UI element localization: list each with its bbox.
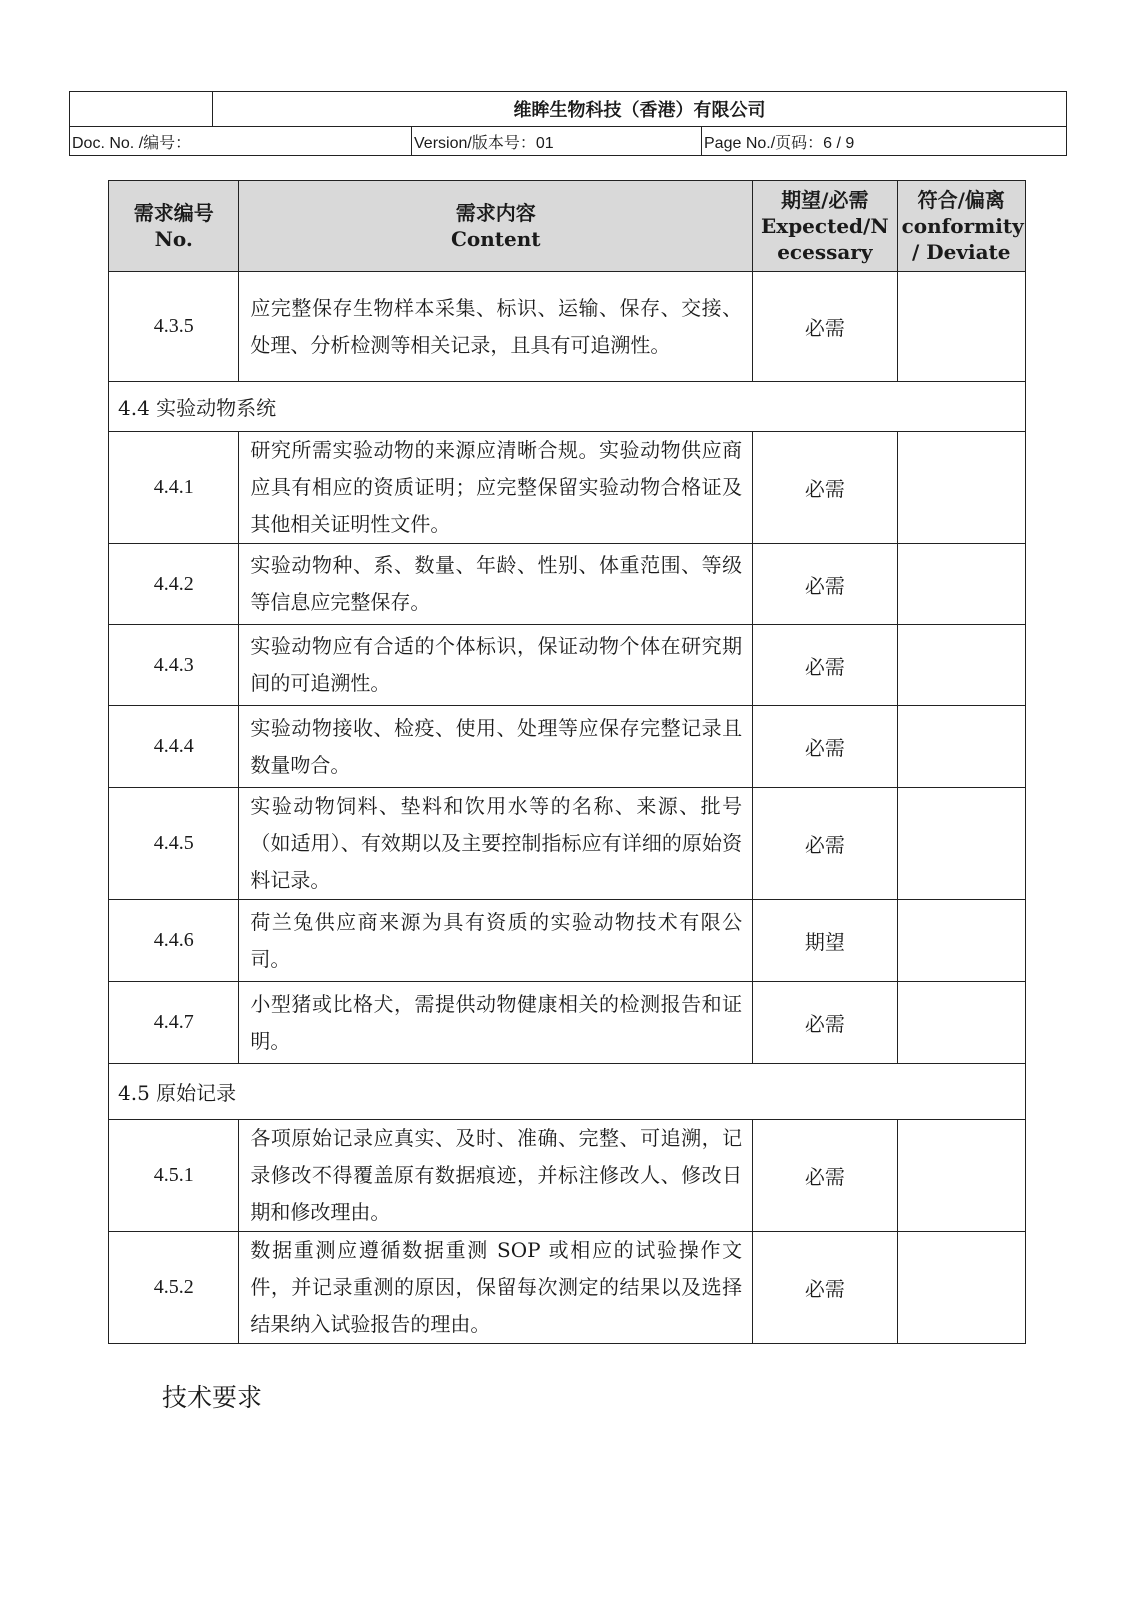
header-number-en: No. [154, 227, 193, 251]
doc-number: Doc. No. /编号： [70, 127, 412, 156]
conformity-cell [897, 788, 1025, 900]
document-header [69, 91, 1067, 156]
requirement-status: 必需 [753, 788, 897, 900]
table-row [109, 544, 1026, 625]
requirement-status: 必需 [753, 544, 897, 625]
requirement-content: 实验动物饲料、垫料和饮用水等的名称、来源、批号（如适用）、有效期以及主要控制指标应有详细的原始资料记录。 [239, 788, 753, 900]
table-row [109, 788, 1026, 900]
requirement-status: 期望 [753, 900, 897, 982]
table-row [109, 625, 1026, 706]
requirement-number: 4.4.4 [109, 706, 239, 788]
requirement-status: 必需 [753, 1120, 897, 1232]
requirement-status: 必需 [753, 706, 897, 788]
requirements-table [108, 180, 1026, 1344]
version-number: Version/版本号：01 [412, 127, 702, 156]
header-content [239, 181, 753, 272]
requirement-number: 4.4.6 [109, 900, 239, 982]
requirement-status: 必需 [753, 432, 897, 544]
table-row [109, 900, 1026, 982]
requirement-status: 必需 [753, 625, 897, 706]
company-name: 维眸生物科技（香港）有限公司 [213, 92, 1067, 127]
requirement-number: 4.4.2 [109, 544, 239, 625]
header-content-cn: 需求内容 [455, 201, 536, 225]
requirement-number: 4.4.3 [109, 625, 239, 706]
table-row [109, 1232, 1026, 1344]
header-conformity [897, 181, 1025, 272]
requirement-number: 4.5.2 [109, 1232, 239, 1344]
requirement-status: 必需 [753, 982, 897, 1064]
requirement-status: 必需 [753, 1232, 897, 1344]
table-row [109, 1120, 1026, 1232]
requirement-content: 实验动物种、系、数量、年龄、性别、体重范围、等级等信息应完整保存。 [239, 544, 753, 625]
header-conformity-cn: 符合/偏离 [917, 188, 1005, 212]
requirement-content: 实验动物应有合适的个体标识，保证动物个体在研究期间的可追溯性。 [239, 625, 753, 706]
section-heading: 4.4 实验动物系统 [109, 382, 1026, 432]
header-status-cn: 期望/必需 [781, 188, 869, 212]
requirement-content: 荷兰兔供应商来源为具有资质的实验动物技术有限公司。 [239, 900, 753, 982]
requirement-number: 4.4.7 [109, 982, 239, 1064]
requirement-number: 4.3.5 [109, 272, 239, 382]
header-content-en: Content [450, 227, 541, 251]
conformity-cell [897, 1120, 1025, 1232]
table-row [109, 272, 1026, 382]
conformity-cell [897, 900, 1025, 982]
conformity-cell [897, 982, 1025, 1064]
section-heading: 4.5 原始记录 [109, 1064, 1026, 1120]
header-conformity-en: conformity / Deviate [901, 214, 1024, 264]
table-header-row [109, 181, 1026, 272]
header-status-en: Expected/Necessary [761, 214, 889, 264]
requirement-content: 各项原始记录应真实、及时、准确、完整、可追溯，记录修改不得覆盖原有数据痕迹，并标注修改人、修改日期和修改理由。 [239, 1120, 753, 1232]
table-row [109, 706, 1026, 788]
requirement-content: 应完整保存生物样本采集、标识、运输、保存、交接、处理、分析检测等相关记录，且具有可追溯性。 [239, 272, 753, 382]
requirement-number: 4.4.1 [109, 432, 239, 544]
conformity-cell [897, 432, 1025, 544]
section-title-technical-requirements: 技术要求 [162, 1383, 263, 1412]
conformity-cell [897, 272, 1025, 382]
header-status [753, 181, 897, 272]
section-row [109, 382, 1026, 432]
table-row [109, 432, 1026, 544]
requirement-content: 数据重测应遵循数据重测 SOP 或相应的试验操作文件，并记录重测的原因，保留每次测定的结果以及选择结果纳入试验报告的理由。 [239, 1232, 753, 1344]
requirement-content: 研究所需实验动物的来源应清晰合规。实验动物供应商应具有相应的资质证明；应完整保留实验动物合格证及其他相关证明性文件。 [239, 432, 753, 544]
requirement-status: 必需 [753, 272, 897, 382]
conformity-cell [897, 544, 1025, 625]
requirement-content: 实验动物接收、检疫、使用、处理等应保存完整记录且数量吻合。 [239, 706, 753, 788]
requirement-number: 4.4.5 [109, 788, 239, 900]
section-row [109, 1064, 1026, 1120]
conformity-cell [897, 1232, 1025, 1344]
logo-cell [70, 92, 213, 127]
table-row [109, 982, 1026, 1064]
page-number: Page No./页码：6 / 9 [702, 127, 1067, 156]
conformity-cell [897, 706, 1025, 788]
requirement-number: 4.5.1 [109, 1120, 239, 1232]
conformity-cell [897, 625, 1025, 706]
header-number [109, 181, 239, 272]
header-number-cn: 需求编号 [133, 201, 214, 225]
requirement-content: 小型猪或比格犬，需提供动物健康相关的检测报告和证明。 [239, 982, 753, 1064]
